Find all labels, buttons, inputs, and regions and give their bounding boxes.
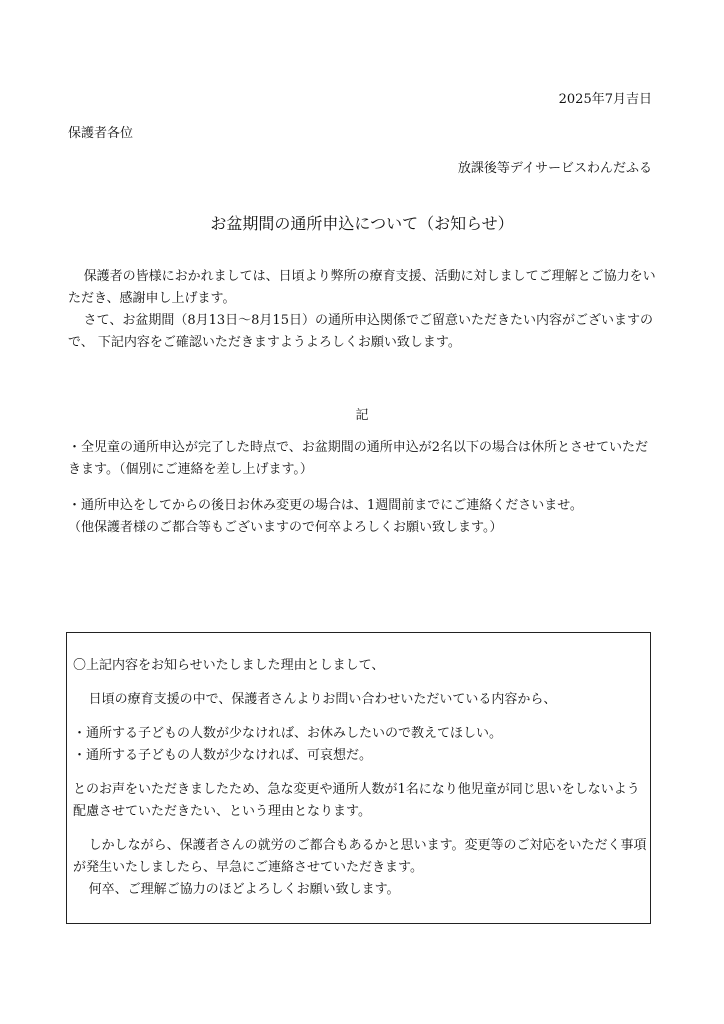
sender-name: 放課後等デイサービスわんだふる bbox=[457, 161, 652, 176]
spacer bbox=[73, 677, 647, 689]
spacer bbox=[73, 823, 647, 835]
box-bullet-1: ・通所する子どもの人数が少なければ、お休みしたいので教えてほしい。 bbox=[73, 726, 503, 741]
box-closing-2: 何卒、ご理解ご協力のほどよろしくお願い致します。 bbox=[88, 882, 400, 897]
spacer bbox=[73, 767, 647, 779]
box-bullet-2: ・通所する子どもの人数が少なければ、可哀想だ。 bbox=[73, 748, 373, 763]
notes-section bbox=[68, 437, 658, 539]
box-heading: 〇上記内容をお知らせいたしました理由としまして、 bbox=[73, 658, 385, 673]
intro-paragraph-1: 保護者の皆様におかれましては、日頃より弊所の療育支援、活動に対しましてご理解とご協力をいただき、感謝申し上げます。 bbox=[68, 269, 656, 306]
intro-section bbox=[68, 266, 658, 354]
box-lead: 日頃の療育支援の中で、保護者さんよりお問い合わせいただいている内容から、 bbox=[88, 692, 557, 707]
ki-heading: 記 bbox=[355, 408, 369, 423]
reason-box-content bbox=[73, 655, 647, 901]
document-title: お盆期間の通所申込について（お知らせ） bbox=[210, 214, 514, 233]
document-date: 2025年7月吉日 bbox=[558, 92, 652, 107]
intro-paragraph-2: さて、お盆期間（8月13日～8月15日）の通所申込関係でご留意いただきたい内容がございますので、 下記内容をご確認いただきますようよろしくお願い致します。 bbox=[68, 313, 653, 350]
note-item-1: ・全児童の通所申込が完了した時点で、お盆期間の通所申込が2名以下の場合は休所とさせていただきます。（個別にご連絡を差し上げます。） bbox=[68, 440, 649, 477]
spacer bbox=[73, 711, 647, 723]
note-item-2-line-2: （他保護者様のご都合等もございますので何卒よろしくお願い致します。） bbox=[68, 520, 503, 535]
reason-box bbox=[66, 632, 651, 924]
note-item-2-line-1: ・通所申込をしてからの後日お休み変更の場合は、1週間前までにご連絡くださいませ。 bbox=[68, 498, 583, 513]
spacer bbox=[68, 481, 658, 495]
box-closing-1: しかしながら、保護者さんの就労のご都合もあるかと思います。変更等のご対応をいただく事項が発生いたしましたら、早急にご連絡させていただきます。 bbox=[73, 838, 647, 875]
box-reason: とのお声をいただきましたため、急な変更や通所人数が1名になり他児童が同じ思いをしないよう配慮させていただきたい、という理由となります。 bbox=[73, 782, 640, 819]
recipient: 保護者各位 bbox=[68, 126, 134, 141]
